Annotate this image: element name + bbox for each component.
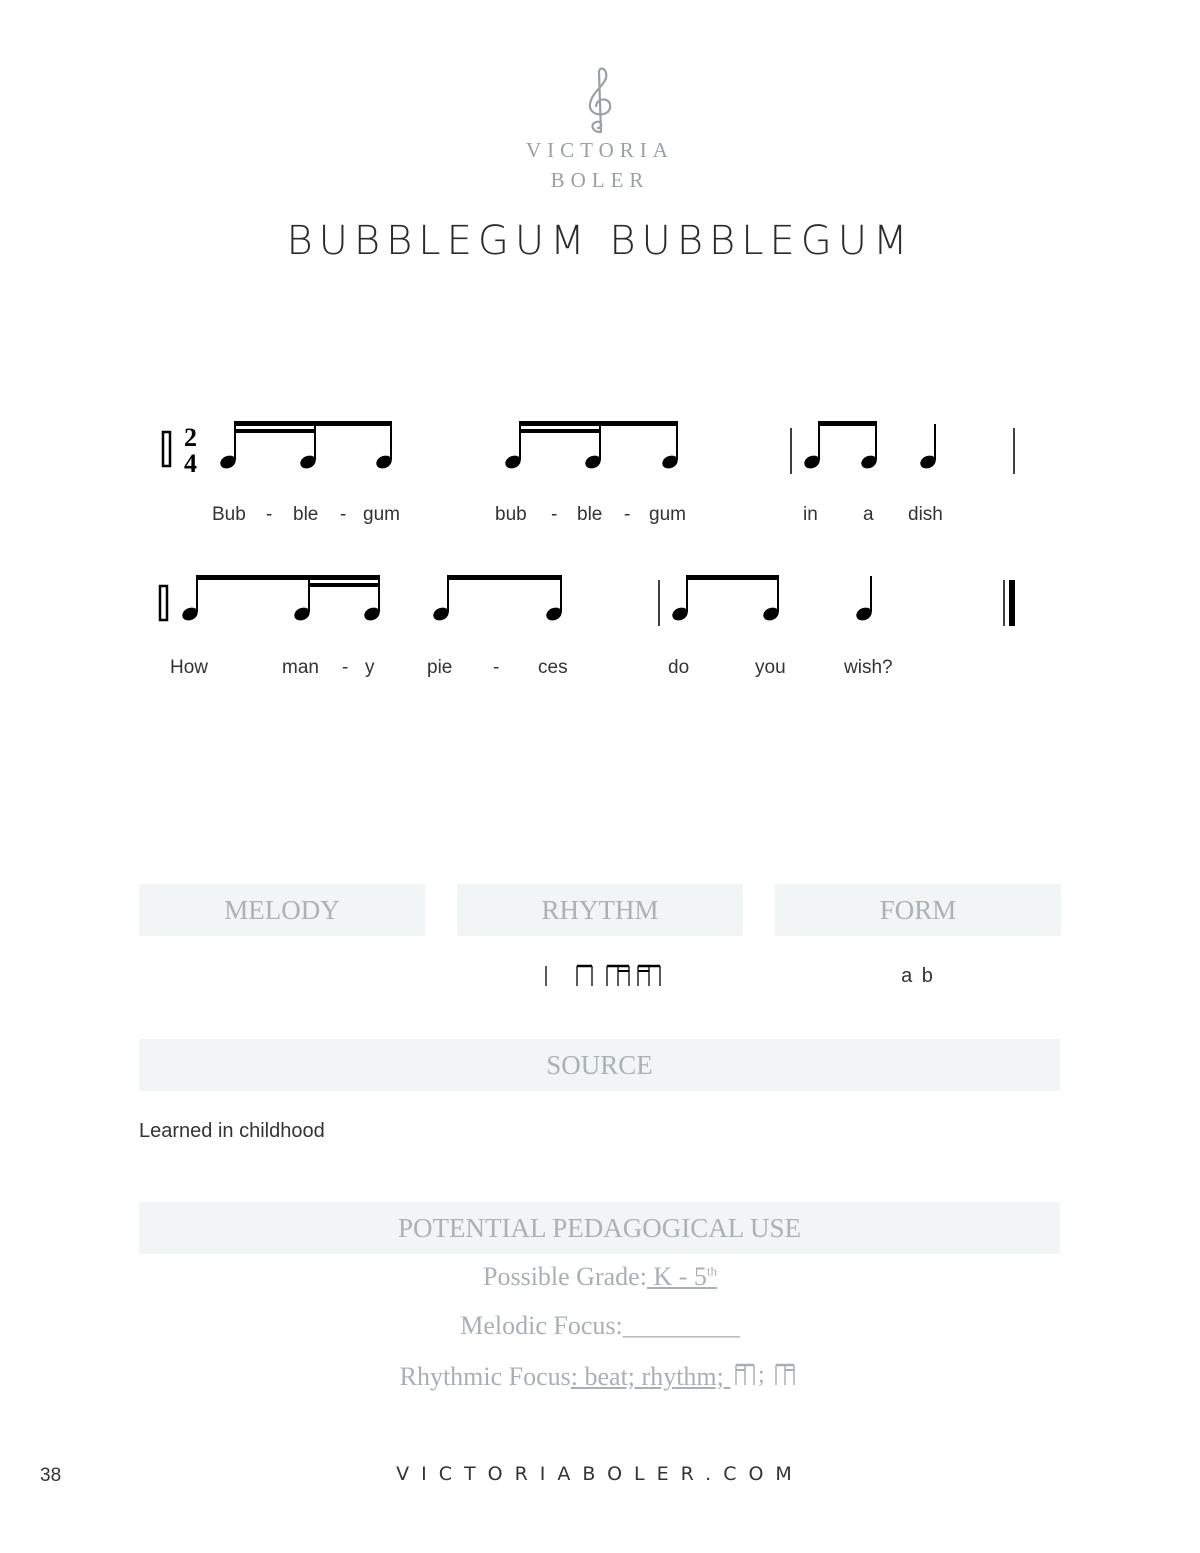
percussion-clef-icon [163,432,170,466]
lyric-syllable: bub [495,504,527,525]
ti-ti-ka-icon [638,966,660,986]
rhythmic-focus-value [571,1362,801,1391]
lyric-syllable: wish? [844,657,893,678]
ti-ti-ka-focus-icon [776,1365,794,1385]
lyric-syllable: - [340,504,347,525]
form-header: FORM [775,884,1061,936]
rhythmic-focus-row [0,1362,1200,1392]
lyric-syllable: pie [427,657,453,678]
lyric-syllable: a [863,504,874,525]
quarter-note [918,424,938,471]
note-group-3 [802,421,879,471]
rhythm-score [0,380,1200,720]
treble-clef-logo-icon [578,66,622,136]
lyric-syllable: - [493,657,500,678]
pedagogy-header: POTENTIAL PEDAGOGICAL USE [139,1202,1060,1254]
note-group-4 [180,575,382,623]
lyric-syllable: y [365,657,375,678]
form-value: a b [901,965,935,987]
score-line-1 [163,421,1014,525]
lyric-syllable: you [755,657,786,678]
possible-grade-label: Possible Grade: [483,1262,647,1291]
source-header: SOURCE [139,1039,1060,1091]
possible-grade-sup: th [706,1263,717,1279]
ti-ka-ti-icon [607,966,629,986]
lyric-syllable: ble [293,504,319,525]
time-signature-bottom: 4 [184,449,197,478]
brand-name-line1: VICTORIA [526,138,674,162]
score-line-2 [160,575,1015,678]
lyric-syllable: in [803,504,818,525]
melody-header: MELODY [139,884,425,936]
lyric-syllable: - [342,657,349,678]
percussion-clef-icon [160,586,167,620]
lyric-syllable: ces [538,657,568,678]
svg-text:;: ; [758,1362,766,1388]
melodic-focus-label: Melodic Focus: [460,1311,623,1340]
rhythmic-focus-text: : beat; rhythm; [570,1362,724,1391]
quarter-note [854,576,874,623]
possible-grade-row [0,1262,1200,1292]
source-value: Learned in childhood [139,1120,325,1142]
lyric-syllable: dish [908,504,943,525]
note-group-6 [670,575,781,623]
note-group-2 [503,421,680,471]
ti-ka-ti-focus-icon [736,1365,754,1385]
melodic-focus-value: _________ [622,1311,740,1340]
brand-name-line2: BOLER [550,168,650,192]
note-group-1 [218,421,394,471]
lyric-syllable: Bub [212,504,246,525]
song-title: BUBBLEGUM BUBBLEGUM [286,218,914,264]
ta-di-icon [577,966,592,986]
possible-grade-text: K - 5 [646,1262,707,1291]
final-barline [1004,580,1015,626]
rhythm-header: RHYTHM [457,884,743,936]
note-group-5 [431,575,564,623]
page-number: 38 [40,1465,62,1486]
melodic-focus-row [0,1311,1200,1341]
lyric-syllable: gum [649,504,686,525]
lyric-syllable: How [170,657,209,678]
lyric-syllable: man [282,657,319,678]
possible-grade-value [647,1262,717,1291]
lyric-syllable: - [266,504,273,525]
rhythm-focus-icons [730,1362,800,1388]
time-signature-top: 2 [184,423,197,452]
lyric-syllable: - [624,504,631,525]
rhythmic-focus-label: Rhythmic Focus [399,1362,571,1391]
rhythm-stick-notation [538,962,670,990]
lyric-syllable: - [551,504,558,525]
lyric-syllable: do [668,657,690,678]
footer-website-link[interactable]: VICTORIABOLER.COM [396,1463,804,1485]
lyric-syllable: ble [577,504,603,525]
lyric-syllable: gum [363,504,400,525]
